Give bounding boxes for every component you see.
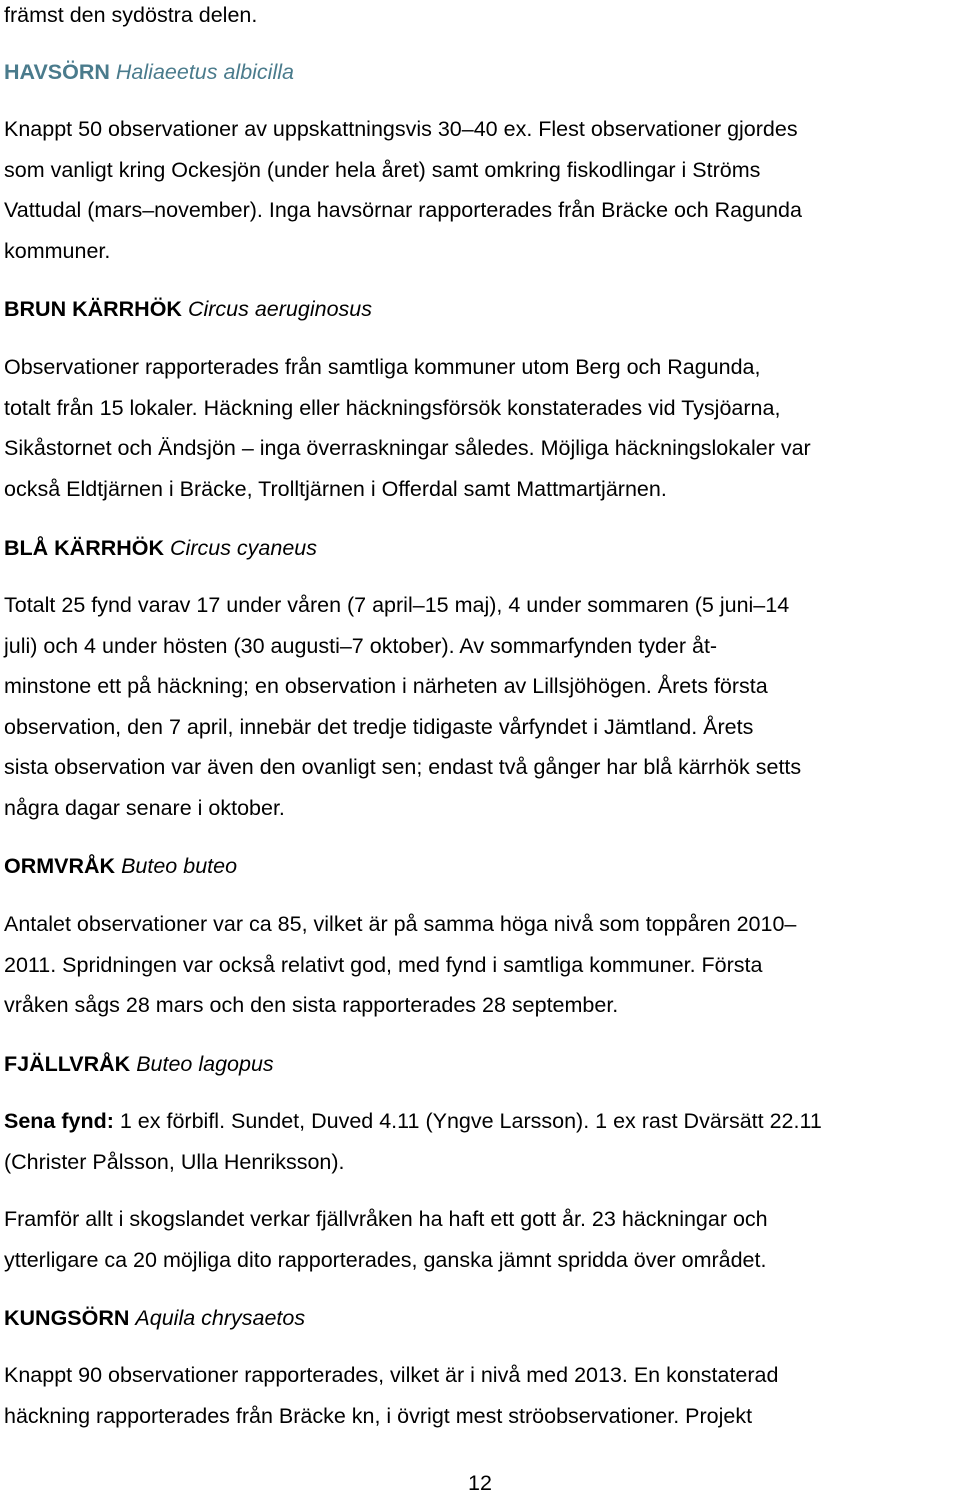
- top-line: främst den sydöstra delen.: [4, 3, 258, 27]
- havsorn-heading: [4, 57, 956, 87]
- paragraph-line: totalt från 15 lokaler. Häckning eller häckningsförsök konstaterades vid Tysjöarna,: [4, 395, 781, 420]
- paragraph-line: Antalet observationer var ca 85, vilket är på samma höga nivå som toppåren 2010–: [4, 912, 797, 936]
- brun-karrhok-scientific-name: Circus aeruginosus: [187, 297, 372, 321]
- paragraph-line: Observationer rapporterades från samtliga kommuner utom Berg och Ragunda,: [4, 355, 761, 379]
- havsorn-scientific-name: Haliaeetus albicilla: [115, 60, 294, 84]
- paragraph-line: Knappt 50 observationer av uppskattningsvis 30–40 ex. Flest observationer gjordes: [4, 117, 798, 141]
- paragraph-line: sista observation var även den ovanligt sen; endast två gånger har blå kärrhök setts: [4, 755, 802, 779]
- kungsorn-paragraph: [4, 1355, 956, 1436]
- kungsorn-heading: [4, 1303, 956, 1333]
- paragraph-line: 2011. Spridningen var också relativt god, med fynd i samtliga kommuner. Första: [4, 952, 763, 977]
- ormvrak-scientific-name: Buteo buteo: [121, 854, 238, 878]
- kungsorn-common-name: KUNGSÖRN: [4, 1306, 130, 1330]
- paragraph-line: ytterligare ca 20 möjliga dito rapporterades, ganska jämnt spridda över området.: [4, 1247, 767, 1272]
- late-finds-text: 1 ex förbifl. Sundet, Duved 4.11 (Yngve Larsson). 1 ex rast Dvärsätt 22.11: [113, 1109, 822, 1133]
- fjallvrak-scientific-name: Buteo lagopus: [136, 1052, 274, 1076]
- late-finds-label: Sena fynd:: [4, 1109, 114, 1133]
- paragraph-line: Sikåstornet och Ändsjön – inga överraskningar således. Möjliga häckningslokaler var: [4, 436, 811, 460]
- kungsorn-scientific-name: Aquila chrysaetos: [135, 1306, 306, 1330]
- ormvrak-heading: [4, 851, 956, 881]
- bla-karrhok-common-name: BLÅ KÄRRHÖK: [4, 536, 165, 560]
- brun-karrhok-heading: [4, 294, 956, 324]
- paragraph-line: häckning rapporterades från Bräcke kn, i övrigt mest ströobservationer. Projekt: [4, 1403, 753, 1428]
- paragraph-line: vråken sågs 28 mars och den sista rapporterades 28 september.: [4, 993, 619, 1017]
- fjallvrak-paragraph: [4, 1199, 956, 1280]
- fjallvrak-common-name: FJÄLLVRÅK: [4, 1052, 131, 1076]
- bla-karrhok-paragraph: [4, 585, 956, 828]
- havsorn-common-name: HAVSÖRN: [4, 60, 110, 84]
- paragraph-line: minstone ett på häckning; en observation i närheten av Lillsjöhögen. Årets första: [4, 674, 768, 698]
- paragraph-line: Totalt 25 fynd varav 17 under våren (7 april–15 maj), 4 under sommaren (5 juni–14: [4, 593, 790, 617]
- paragraph-line: observation, den 7 april, innebär det tredje tidigaste vårfyndet i Jämtland. Årets: [4, 714, 754, 739]
- ormvrak-common-name: ORMVRÅK: [4, 854, 116, 878]
- ormvrak-paragraph: [4, 904, 956, 1026]
- paragraph-line: Knappt 90 observationer rapporterades, vilket är i nivå med 2013. En konstaterad: [4, 1363, 779, 1387]
- paragraph-line: kommuner.: [4, 238, 111, 263]
- brun-karrhok-paragraph: [4, 347, 956, 509]
- bla-karrhok-heading: [4, 533, 956, 563]
- havsorn-paragraph: [4, 109, 956, 271]
- paragraph-line: några dagar senare i oktober.: [4, 795, 285, 820]
- fjallvrak-late-finds: [4, 1101, 956, 1182]
- paragraph-line: Framför allt i skogslandet verkar fjällvråken ha haft ett gott år. 23 häckningar och: [4, 1207, 768, 1231]
- page-number: 12: [468, 1471, 492, 1495]
- paragraph-line: [4, 1101, 956, 1142]
- brun-karrhok-common-name: BRUN KÄRRHÖK: [4, 297, 182, 321]
- paragraph-line: som vanligt kring Ockesjön (under hela året) samt omkring fiskodlingar i Ströms: [4, 157, 761, 182]
- paragraph-line: Vattudal (mars–november). Inga havsörnar rapporterades från Bräcke och Ragunda: [4, 198, 802, 222]
- paragraph-line: (Christer Pålsson, Ulla Henriksson).: [4, 1149, 345, 1174]
- paragraph-line: också Eldtjärnen i Bräcke, Trolltjärnen i Offerdal samt Mattmartjärnen.: [4, 476, 667, 501]
- bla-karrhok-scientific-name: Circus cyaneus: [170, 536, 318, 560]
- paragraph-line: juli) och 4 under hösten (30 augusti–7 oktober). Av sommarfynden tyder åt-: [4, 633, 718, 658]
- fjallvrak-heading: [4, 1049, 956, 1079]
